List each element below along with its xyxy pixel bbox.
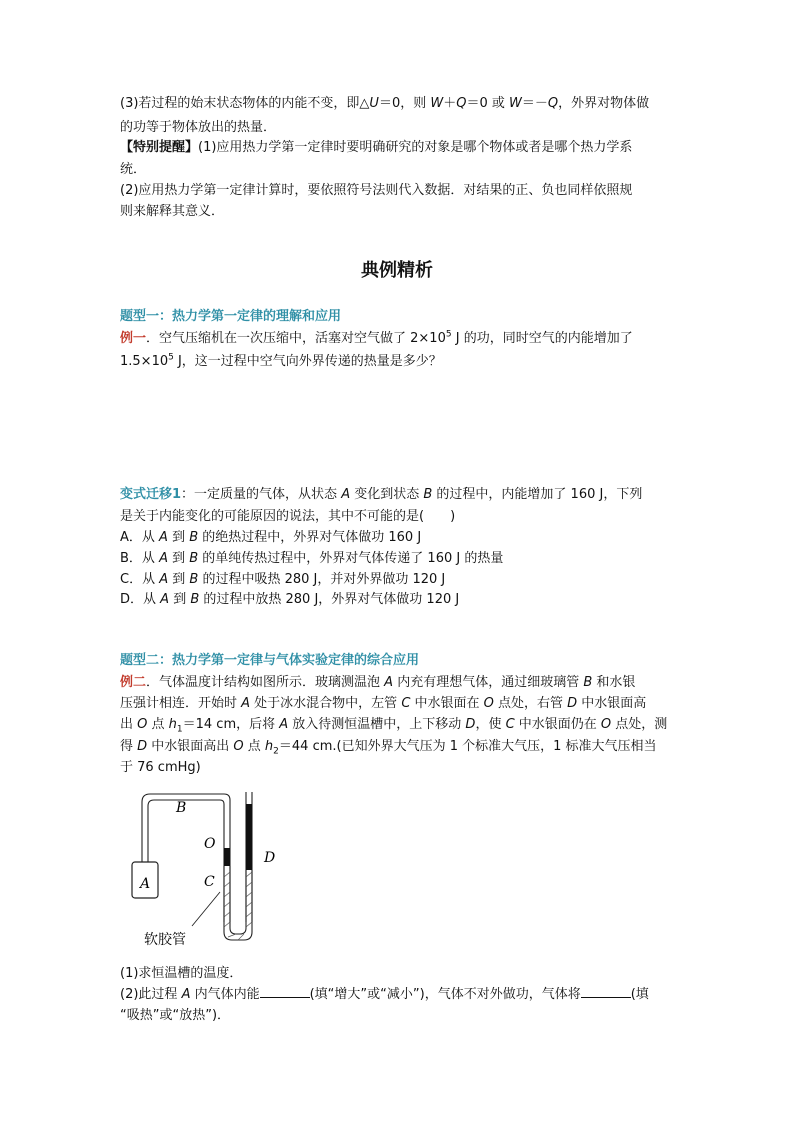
option-d: D．从 A 到 B 的过程中放热 280 J，外界对气体做功 120 J <box>120 592 460 607</box>
hose-outer <box>224 866 252 940</box>
option-b: B．从 A 到 B 的单纯传热过程中，外界对气体传递了 160 J 的热量 <box>120 551 504 566</box>
example2-label: 例二 <box>120 675 147 690</box>
example1-label: 例一 <box>120 331 147 346</box>
example2-line-2: 压强计相连．开始时 A 处于冰水混合物中，左管 C 中水银面在 O 点处，右管 D 中水银面高 <box>120 696 647 711</box>
label-b: B <box>176 800 187 816</box>
blank-heat[interactable] <box>581 985 631 998</box>
note-line-3: (2)应用热力学第一定律计算时，要依照符号法则代入数据．对结果的正、负也同样依照规 <box>120 183 633 198</box>
option-a: A．从 A 到 B 的绝热过程中，外界对气体做功 160 J <box>120 530 422 545</box>
question-2: (2)此过程 A 内气体内能 (填“增大”或“减小”)，气体不对外做功，气体将 (填 <box>120 987 649 1002</box>
question-1: (1)求恒温槽的温度． <box>120 966 243 981</box>
variant1-line-2: 是关于内能变化的可能原因的说法，其中不可能的是( ) <box>120 509 456 524</box>
note-line-2: 统． <box>120 162 147 177</box>
mercury-column-c <box>224 848 230 866</box>
example2-line-1: 例二．气体温度计结构如图所示．玻璃测温泡 A 内充有理想气体，通过细玻璃管 B 和水银 <box>120 675 636 690</box>
option-c: C．从 A 到 B 的过程中吸热 280 J，并对外界做功 120 J <box>120 572 446 587</box>
hose-leader-line <box>192 892 220 926</box>
variant1-line-1: 变式迁移1：一定质量的气体，从状态 A 变化到状态 B 的过程中，内能增加了 160 J，下列 <box>120 487 643 502</box>
example2-line-5: 于 76 cmHg) <box>120 760 201 775</box>
hose-inner <box>230 866 246 934</box>
example1-line-1: 例一．空气压缩机在一次压缩中，活塞对空气做了 $2\times 10^5$ J 的功，同时空气的内能增加了 <box>120 329 633 346</box>
hose-label: 软胶管 <box>144 932 186 948</box>
type2-heading: 题型二：热力学第一定律与气体实验定律的综合应用 <box>120 653 420 668</box>
tube-b-inner <box>148 800 224 922</box>
label-c: C <box>204 874 215 890</box>
thermometer-figure <box>120 782 300 952</box>
question-2-line-2: “吸热”或“放热”)． <box>120 1008 231 1023</box>
example1-line-2: $1.5\times 10^5$ J，这一过程中空气向外界传递的热量是多少？ <box>120 352 442 369</box>
variant1-label: 变式迁移1 <box>120 487 182 502</box>
label-o: O <box>204 836 216 852</box>
type1-heading: 题型一：热力学第一定律的理解和应用 <box>120 309 342 324</box>
intro-line-2: 的功等于物体放出的热量． <box>120 120 277 135</box>
example2-line-3: 出 O 点 $h_1=14$ cm，后将 A 放入待测恒温槽中，上下移动 D，使 C 中水银面仍在 O 点处，测 <box>120 717 668 735</box>
intro-line-1: (3)若过程的始末状态物体的内能不变，即△U＝0，则 W＋Q＝0 或 W＝－Q，外界对物体做 <box>120 96 650 111</box>
section-title: 典例精析 <box>361 260 433 281</box>
note-line-4: 则来解释其意义． <box>120 204 225 219</box>
label-d: D <box>264 850 276 866</box>
mercury-column-d <box>246 804 252 870</box>
note-line-1: 【特别提醒】(1)应用热力学第一定律时要明确研究的对象是哪个物体或者是哪个热力学系 <box>120 140 633 155</box>
example2-line-4: 得 D 中水银面高出 O 点 $h_2=44$ cm.(已知外界大气压为 1 个标准大气压，1 标准大气压相当 <box>120 739 657 757</box>
note-label: 【特别提醒】 <box>120 140 199 155</box>
hose-hatching <box>224 872 252 940</box>
label-a: A <box>140 876 151 892</box>
blank-internal-energy[interactable] <box>260 985 310 998</box>
